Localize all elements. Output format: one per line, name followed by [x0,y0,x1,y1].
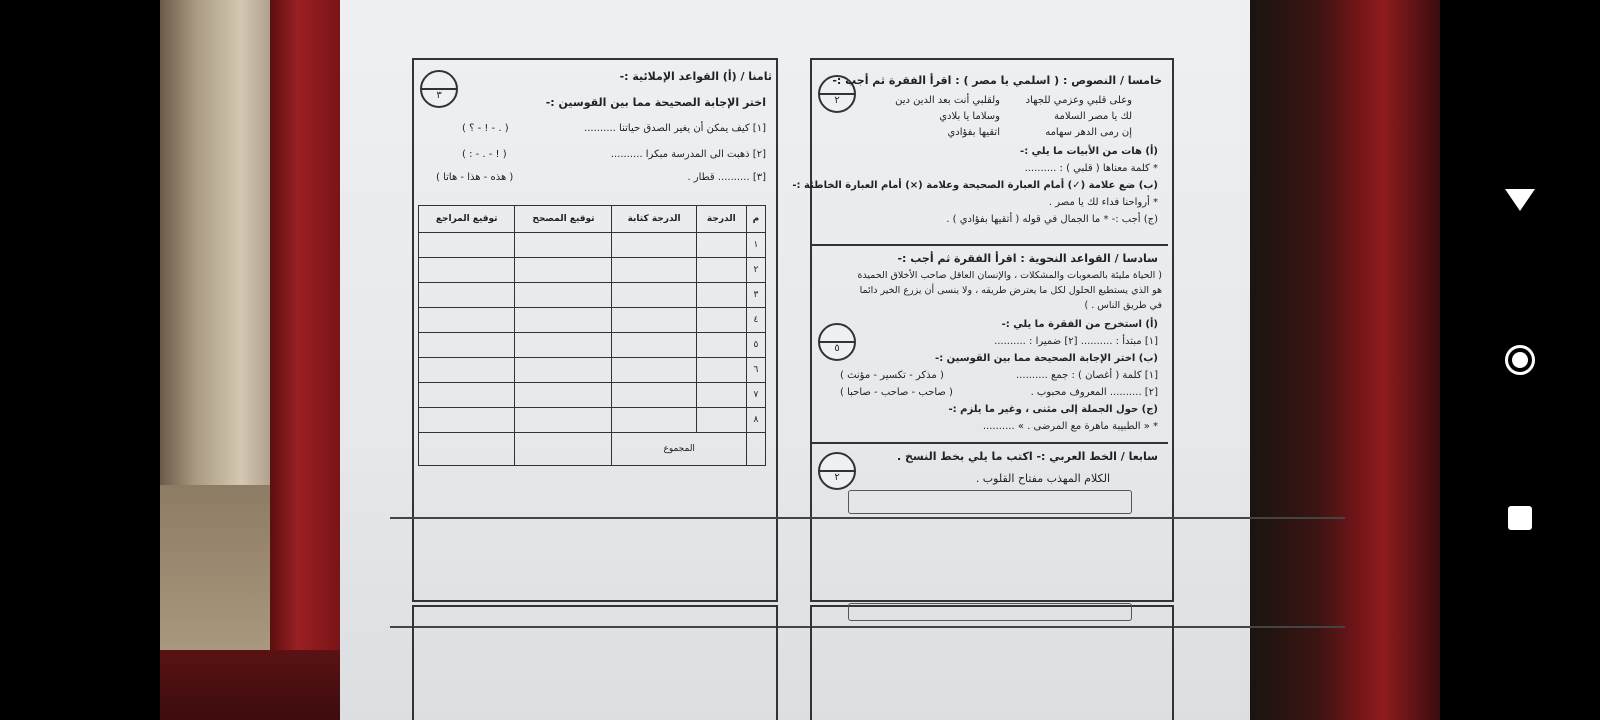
section6-q-b1: [١] كلمة ( أغصان ) : جمع .......... [1016,370,1158,381]
section-divider [812,244,1168,246]
row-index: ٧ [746,383,765,408]
total-row [419,433,766,466]
section5-q-a1: * كلمة معناها ( قلبي ) : .......... [1024,163,1158,174]
header-grade: الدرجة [696,206,746,233]
exam-photo[interactable] [160,0,1440,720]
section-divider [812,442,1168,444]
poem-line-5: إن رمى الدهر سهامه [1045,127,1132,138]
table-row [419,408,766,433]
header-reviewer-signature: توقيع المراجع [419,206,515,233]
handwriting-box [848,490,1132,514]
poem-line-4: وسلاما يا بلادي [939,111,1000,122]
home-button[interactable] [1500,340,1540,380]
total-label: المجموع [612,433,746,466]
table-row [419,383,766,408]
row-index: ٤ [746,308,765,333]
section5-q-c: (ج) أجب :- * ما الجمال في قوله ( أتقيها بفؤادي ) . [946,214,1158,225]
fold-line-top [390,517,1345,519]
right-sheet-lower [810,605,1174,720]
exam-paper [340,0,1250,720]
section6-q-b: (ب) اختر الإجابة الصحيحة مما بين القوسين :- [935,353,1158,364]
table-row [419,308,766,333]
left-options-1: ( ؟ - ! - . ) [462,123,509,134]
grade-table-header [419,206,766,233]
section7-title: سابعا / الخط العربي :- اكتب ما يلي بخط النسخ . [896,450,1158,463]
table-row [419,258,766,283]
section6-paragraph-3: في طريق الناس . ) [1084,300,1162,311]
recents-button[interactable] [1500,498,1540,538]
row-index: ١ [746,233,765,258]
home-icon [1505,345,1535,375]
poem-line-6: اتقيها بفؤادي [947,127,1000,138]
score-circle-section5: ٢ [818,75,856,113]
section6-paragraph-2: هو الذي يستطيع الحلول لكل ما يعترض طريقه ، ولا ينسى أن يزرع الخير دائما [859,285,1162,296]
section5-title: خامسا / النصوص : ( اسلمي يا مصر ) : اقرأ الفقرة ثم أجب :- [832,74,1162,87]
table-row [419,333,766,358]
section6-q-a1: [١] مبتدأ : .......... [٢] ضميرا : .......... [994,336,1158,347]
left-section-title: ثامنا / (أ) القواعد الإملائية :- [619,70,772,83]
header-corrector-signature: توقيع المصحح [515,206,612,233]
left-question-1: [١] كيف يمكن أن يغير الصدق حياتنا .......... [584,123,766,134]
section6-q-c1: * « الطبيبة ماهرة مع المرضى . » .......... [982,421,1158,432]
header-grade-written: الدرجة كتابة [612,206,696,233]
row-index: ٥ [746,333,765,358]
table-row [419,233,766,258]
left-question-2: [٢] ذهبت الى المدرسة مبكرا .......... [610,149,766,160]
section6-title: سادسا / القواعد النحوية : اقرأ الفقرة ثم أجب :- [897,252,1158,265]
poem-line-2: ولقلبي أنت بعد الدين دين [895,95,1000,106]
score-circle-section7: ٢ [818,452,856,490]
back-button[interactable] [1500,180,1540,220]
android-nav-bar [1440,0,1600,720]
section6-q-b2: [٢] .......... المعروف محبوب . [1030,387,1158,398]
row-index: ٣ [746,283,765,308]
row-index: ٢ [746,258,765,283]
section5-q-b1: * أرواحنا فداء لك يا مصر . [1048,197,1158,208]
row-index: ٨ [746,408,765,433]
left-options-3: ( هذه - هذا - هاتا ) [436,172,514,183]
left-instruction: اختر الإجابة الصحيحة مما بين القوسين :- [545,96,766,109]
section6-options-2: ( صاحب - صاحب - صاحبا ) [840,387,953,398]
section7-text: الكلام المهذب مفتاح القلوب . [975,472,1110,485]
section5-q-b: (ب) ضع علامة (✓) أمام العبارة الصحيحة وعلامة (×) أمام العبارة الخاطئة :- [792,180,1158,191]
header-index: م [746,206,765,233]
table-row [419,283,766,308]
score-circle-section6: ٥ [818,323,856,361]
section6-paragraph-1: ( الحياة مليئة بالصعوبات والمشكلات ، والإنسان العاقل صاحب الأخلاق الحميدة [857,270,1162,281]
section6-q-a: (أ) استخرج من الفقرة ما يلي :- [1001,319,1158,330]
red-frame-left [270,0,340,720]
score-circle-left: ٣ [420,70,458,108]
handwriting-box-lower [848,603,1132,621]
poem-line-3: لك يا مصر السلامة [1054,111,1132,122]
back-icon [1505,189,1535,211]
table-row [419,358,766,383]
recents-icon [1508,506,1532,530]
left-sheet-lower [412,605,778,720]
left-options-2: ( : - . - ! ) [462,149,507,160]
section5-q-a: (أ) هات من الأبيات ما يلي :- [1020,146,1158,157]
section6-q-c: (ج) حول الجملة إلى مثنى ، وغير ما يلزم :- [948,404,1158,415]
row-index: ٦ [746,358,765,383]
red-frame-right [1250,0,1440,720]
left-question-3: [٣] .......... قطار . [687,172,766,183]
poem-line-1: وعلى قلبي وعزمي للجهاد [1025,95,1132,106]
section6-options-1: ( مذكر - تكسير - مؤنث ) [840,370,944,381]
grade-table [418,205,766,466]
